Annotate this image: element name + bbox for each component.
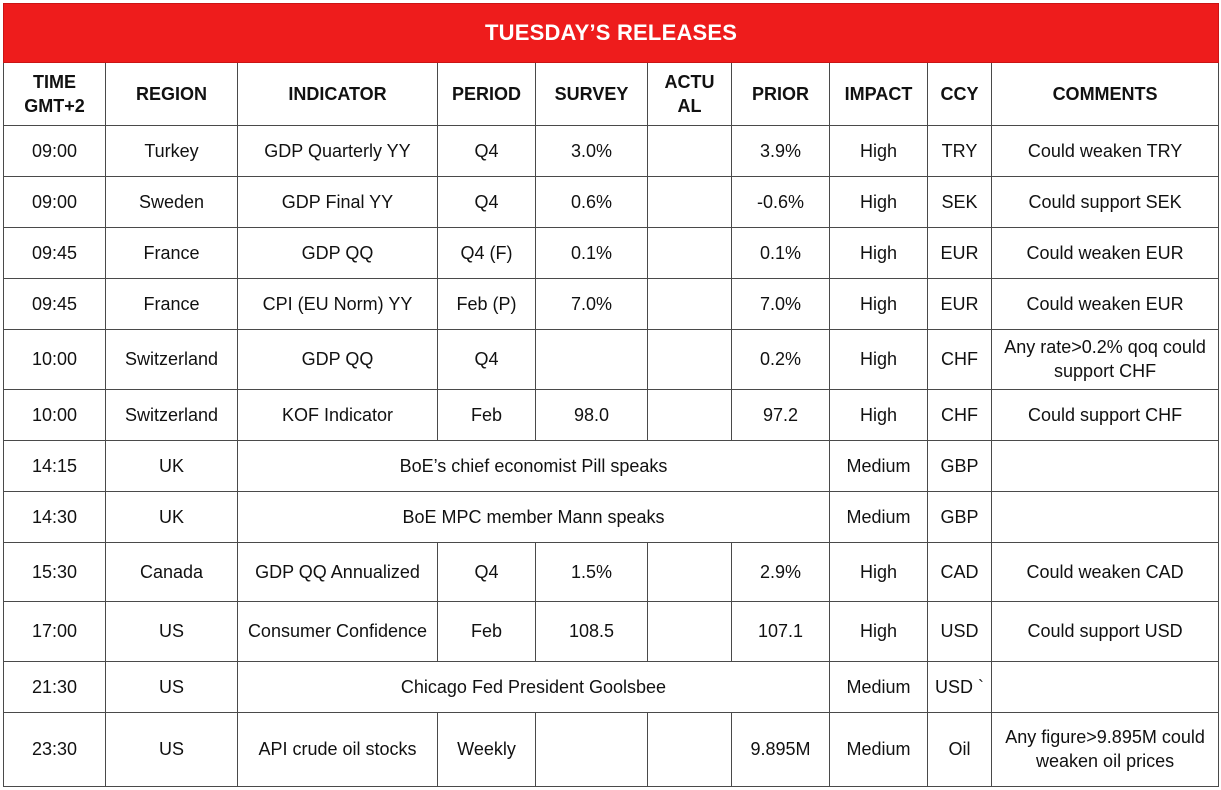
- cell-time: 17:00: [4, 602, 106, 662]
- cell-comments: [992, 491, 1219, 542]
- cell-ccy: USD `: [928, 661, 992, 712]
- cell-period: Q4: [438, 177, 536, 228]
- cell-impact: High: [830, 228, 928, 279]
- cell-period: Weekly: [438, 712, 536, 787]
- table-row: [4, 440, 1219, 491]
- cell-event: BoE MPC member Mann speaks: [238, 491, 830, 542]
- cell-actual: [648, 712, 732, 787]
- cell-prior: 2.9%: [732, 542, 830, 602]
- col-header-time: TIME GMT+2: [4, 63, 106, 126]
- cell-comments: Any figure>9.895M could weaken oil prices: [992, 712, 1219, 787]
- col-header-indicator: INDICATOR: [238, 63, 438, 126]
- table-row: [4, 126, 1219, 177]
- cell-survey: 108.5: [536, 602, 648, 662]
- cell-time: 15:30: [4, 542, 106, 602]
- cell-comments: Could support USD: [992, 602, 1219, 662]
- releases-table: [3, 3, 1219, 787]
- cell-prior: 97.2: [732, 389, 830, 440]
- cell-prior: 3.9%: [732, 126, 830, 177]
- table-row: [4, 177, 1219, 228]
- cell-survey: 98.0: [536, 389, 648, 440]
- col-header-survey: SURVEY: [536, 63, 648, 126]
- cell-ccy: CHF: [928, 330, 992, 390]
- cell-ccy: USD: [928, 602, 992, 662]
- cell-prior: 0.2%: [732, 330, 830, 390]
- col-header-region: REGION: [106, 63, 238, 126]
- cell-event: BoE’s chief economist Pill speaks: [238, 440, 830, 491]
- cell-actual: [648, 389, 732, 440]
- cell-actual: [648, 279, 732, 330]
- table-row: [4, 661, 1219, 712]
- col-header-comments: COMMENTS: [992, 63, 1219, 126]
- cell-impact: Medium: [830, 491, 928, 542]
- cell-indicator: GDP Final YY: [238, 177, 438, 228]
- cell-survey: [536, 712, 648, 787]
- cell-survey: 1.5%: [536, 542, 648, 602]
- cell-period: Feb (P): [438, 279, 536, 330]
- cell-ccy: CHF: [928, 389, 992, 440]
- cell-ccy: Oil: [928, 712, 992, 787]
- cell-comments: Could weaken EUR: [992, 279, 1219, 330]
- cell-indicator: CPI (EU Norm) YY: [238, 279, 438, 330]
- cell-actual: [648, 330, 732, 390]
- cell-region: France: [106, 228, 238, 279]
- cell-survey: 0.1%: [536, 228, 648, 279]
- cell-period: Feb: [438, 602, 536, 662]
- cell-comments: Could weaken EUR: [992, 228, 1219, 279]
- table-row: [4, 491, 1219, 542]
- cell-comments: [992, 661, 1219, 712]
- cell-comments: Could support SEK: [992, 177, 1219, 228]
- col-header-actual: ACTU AL: [648, 63, 732, 126]
- cell-period: Feb: [438, 389, 536, 440]
- cell-time: 23:30: [4, 712, 106, 787]
- cell-actual: [648, 228, 732, 279]
- col-header-prior: PRIOR: [732, 63, 830, 126]
- cell-region: Turkey: [106, 126, 238, 177]
- cell-period: Q4 (F): [438, 228, 536, 279]
- cell-comments: [992, 440, 1219, 491]
- cell-comments: Could weaken CAD: [992, 542, 1219, 602]
- cell-time: 09:00: [4, 126, 106, 177]
- cell-impact: High: [830, 330, 928, 390]
- cell-region: Sweden: [106, 177, 238, 228]
- cell-actual: [648, 126, 732, 177]
- cell-ccy: EUR: [928, 279, 992, 330]
- cell-prior: 9.895M: [732, 712, 830, 787]
- cell-ccy: GBP: [928, 440, 992, 491]
- cell-ccy: SEK: [928, 177, 992, 228]
- cell-indicator: GDP QQ: [238, 228, 438, 279]
- cell-impact: High: [830, 126, 928, 177]
- cell-period: Q4: [438, 126, 536, 177]
- cell-comments: Could support CHF: [992, 389, 1219, 440]
- cell-region: Switzerland: [106, 330, 238, 390]
- cell-time: 21:30: [4, 661, 106, 712]
- cell-comments: Could weaken TRY: [992, 126, 1219, 177]
- cell-region: US: [106, 602, 238, 662]
- cell-event: Chicago Fed President Goolsbee: [238, 661, 830, 712]
- cell-comments: Any rate>0.2% qoq could support CHF: [992, 330, 1219, 390]
- col-header-period: PERIOD: [438, 63, 536, 126]
- table-body: [4, 126, 1219, 787]
- cell-period: Q4: [438, 542, 536, 602]
- cell-prior: 107.1: [732, 602, 830, 662]
- cell-actual: [648, 542, 732, 602]
- table-row: [4, 330, 1219, 390]
- cell-ccy: TRY: [928, 126, 992, 177]
- cell-region: France: [106, 279, 238, 330]
- cell-indicator: GDP QQ Annualized: [238, 542, 438, 602]
- cell-impact: High: [830, 177, 928, 228]
- cell-period: Q4: [438, 330, 536, 390]
- cell-ccy: CAD: [928, 542, 992, 602]
- cell-impact: Medium: [830, 440, 928, 491]
- cell-region: Canada: [106, 542, 238, 602]
- cell-time: 09:45: [4, 228, 106, 279]
- table-title: TUESDAY’S RELEASES: [4, 4, 1219, 63]
- cell-indicator: API crude oil stocks: [238, 712, 438, 787]
- cell-impact: High: [830, 542, 928, 602]
- cell-actual: [648, 177, 732, 228]
- table-row: [4, 279, 1219, 330]
- table-row: [4, 389, 1219, 440]
- cell-survey: 0.6%: [536, 177, 648, 228]
- col-header-ccy: CCY: [928, 63, 992, 126]
- cell-time: 09:45: [4, 279, 106, 330]
- cell-impact: Medium: [830, 661, 928, 712]
- cell-indicator: GDP Quarterly YY: [238, 126, 438, 177]
- cell-survey: 7.0%: [536, 279, 648, 330]
- cell-region: UK: [106, 491, 238, 542]
- table-row: [4, 542, 1219, 602]
- cell-region: UK: [106, 440, 238, 491]
- cell-indicator: KOF Indicator: [238, 389, 438, 440]
- cell-actual: [648, 602, 732, 662]
- cell-time: 14:30: [4, 491, 106, 542]
- cell-ccy: GBP: [928, 491, 992, 542]
- table-row: [4, 712, 1219, 787]
- cell-prior: 0.1%: [732, 228, 830, 279]
- cell-survey: [536, 330, 648, 390]
- cell-time: 10:00: [4, 330, 106, 390]
- cell-region: US: [106, 712, 238, 787]
- col-header-impact: IMPACT: [830, 63, 928, 126]
- cell-impact: High: [830, 279, 928, 330]
- cell-region: Switzerland: [106, 389, 238, 440]
- cell-time: 14:15: [4, 440, 106, 491]
- cell-ccy: EUR: [928, 228, 992, 279]
- cell-impact: Medium: [830, 712, 928, 787]
- cell-prior: -0.6%: [732, 177, 830, 228]
- cell-indicator: GDP QQ: [238, 330, 438, 390]
- cell-prior: 7.0%: [732, 279, 830, 330]
- cell-survey: 3.0%: [536, 126, 648, 177]
- cell-indicator: Consumer Confidence: [238, 602, 438, 662]
- cell-impact: High: [830, 389, 928, 440]
- cell-region: US: [106, 661, 238, 712]
- table-row: [4, 602, 1219, 662]
- cell-time: 09:00: [4, 177, 106, 228]
- table-row: [4, 228, 1219, 279]
- cell-time: 10:00: [4, 389, 106, 440]
- cell-impact: High: [830, 602, 928, 662]
